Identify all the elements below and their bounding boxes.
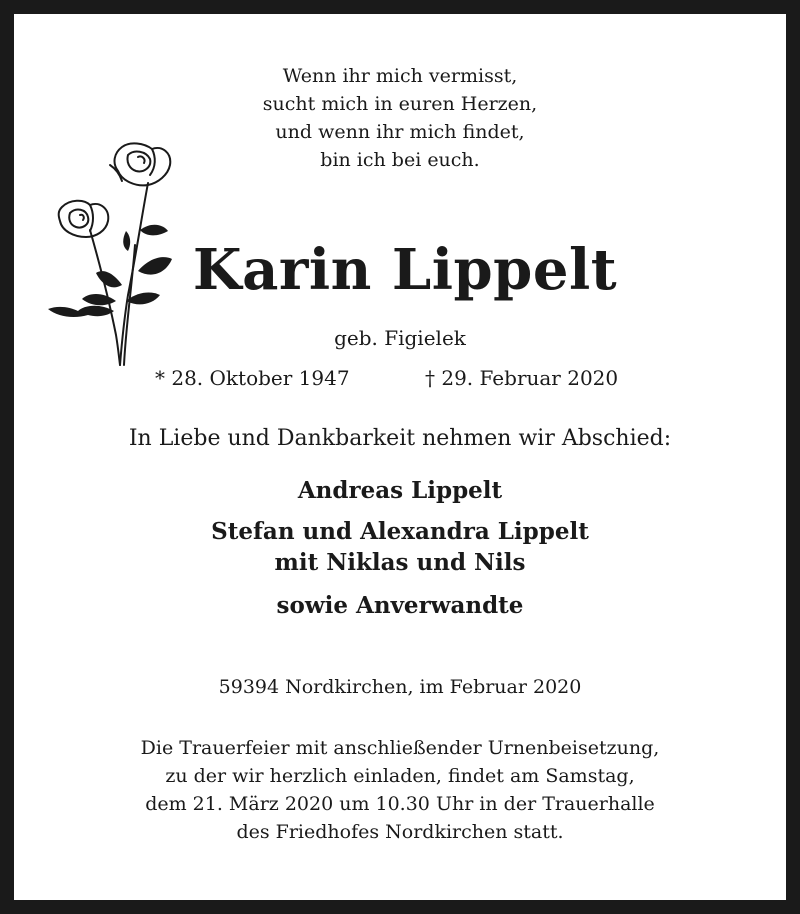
service-line: Die Trauerfeier mit anschließender Urnenbeisetzung,: [140, 737, 660, 759]
deceased-name: Karin Lippelt: [192, 237, 618, 303]
service-line: zu der wir herzlich einladen, findet am Samstag,: [165, 765, 635, 787]
service-line: dem 21. März 2020 um 10.30 Uhr in der Trauerhalle: [145, 793, 655, 815]
maiden-name: geb. Figielek: [334, 326, 466, 350]
mourner-name: Stefan und Alexandra Lippelt: [211, 518, 589, 545]
mourner-name: mit Niklas und Nils: [274, 549, 526, 576]
birth-date: * 28. Oktober 1947: [155, 366, 350, 390]
poem-line: sucht mich in euren Herzen,: [262, 93, 538, 115]
mourner-name: Andreas Lippelt: [297, 477, 503, 504]
poem-line: Wenn ihr mich vermisst,: [282, 65, 518, 87]
service-line: des Friedhofes Nordkirchen statt.: [236, 821, 564, 843]
place-and-date: 59394 Nordkirchen, im Februar 2020: [218, 676, 582, 698]
death-date: † 29. Februar 2020: [425, 366, 619, 390]
mourner-name: sowie Anverwandte: [276, 592, 524, 619]
funeral-service-notice: [0, 734, 800, 846]
poem-line: und wenn ihr mich findet,: [275, 121, 525, 143]
poem-line: bin ich bei euch.: [320, 149, 480, 171]
farewell-line: In Liebe und Dankbarkeit nehmen wir Abschied:: [128, 426, 672, 451]
